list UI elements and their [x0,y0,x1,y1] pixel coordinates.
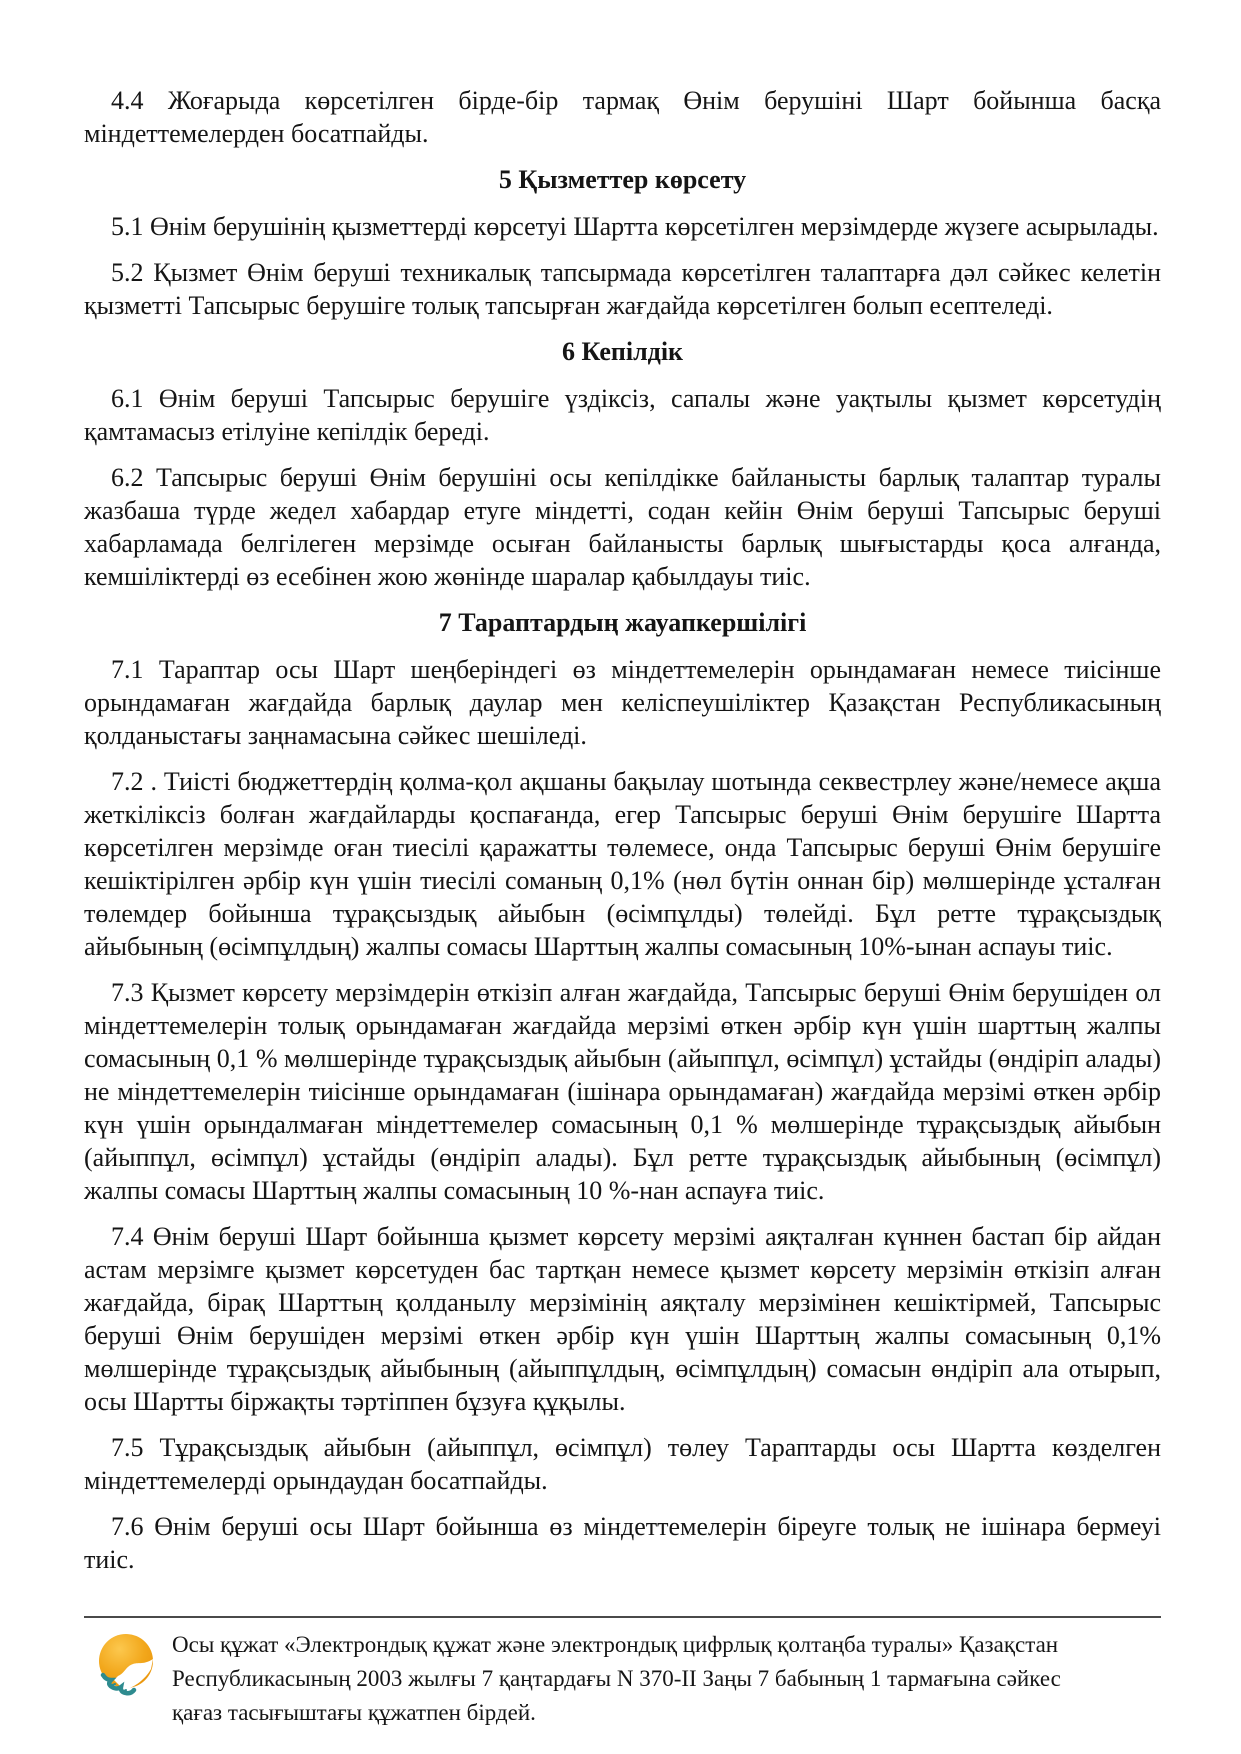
footer-divider [84,1616,1161,1618]
paragraph: 7.6 Өнім беруші осы Шарт бойынша өз міндеттемелерін біреуге толық не ішінара бермеуі тиіс. [84,1512,1161,1574]
footer-note: Осы құжат «Электрондық құжат және электрондық цифрлық қолтаңба туралы» Қазақстан Республикасының 2003 жылғы 7 қаңтардағы N 370-II Заңы 7 бабының 1 тармағына сәйкес қағаз тасығыштағы құжатпен бірдей. [172,1632,1061,1725]
section-heading: 7 Тараптардың жауапкершілігі [438,608,807,637]
esignature-stamp-icon [94,1632,160,1698]
paragraph: 4.4 Жоғарыда көрсетілген бірде-бір тармақ Өнім берушіні Шарт бойынша басқа міндеттемелерден босатпайды. [84,86,1161,148]
document-body [84,84,1161,1589]
paragraph: 6.2 Тапсырыс беруші Өнім берушіні осы кепілдікке байланысты барлық талаптар туралы жазбаша түрде жедел хабардар етуге міндетті, содан кейін Өнім беруші Тапсырыс беруші хабарламада белгілеген мерзімде осыған байланысты барлық шығыстарды қоса алғанда, кемшіліктерді өз есебінен жою жөнінде шаралар қабылдауы тиіс. [84,463,1161,591]
paragraph: 7.4 Өнім беруші Шарт бойынша қызмет көрсету мерзімі аяқталған күннен бастап бір айдан астам мерзімге қызмет көрсетуден бас тартқан немесе қызмет көрсету мерзімін өткізіп алған жағдайда, бірақ Шарттың қолданылу мерзімінің аяқталу мерзімінен кешіктірмей, Тапсырыс беруші Өнім берушіден мерзімі өткен әрбір күн үшін Шарттың жалпы сомасының 0,1% мөлшерінде тұрақсыздық айыбының (айыппұлдың, өсімпұлдың) сомасын өндіріп ала отырып, осы Шартты біржақты тәртіппен бұзуға құқылы. [84,1222,1161,1416]
paragraph: 7.3 Қызмет көрсету мерзімдерін өткізіп алған жағдайда, Тапсырыс беруші Өнім берушіден ол міндеттемелерін толық орындамаған жағдайда мерзімі өткен әрбір күн үшін шарттың жалпы сомасының 0,1 % мөлшерінде тұрақсыздық айыбын (айыппұл, өсімпұл) ұстайды (өндіріп алады) не міндеттемелерін тиісінше орындамаған (ішінара орындамаған) жағдайда мерзімі өткен әрбір күн үшін орындалмаған міндеттемелер сомасының 0,1 % мөлшерінде тұрақсыздық айыбын (айыппұл, өсімпұл) ұстайды (өндіріп алады). Бұл ретте тұрақсыздық айыбының (өсімпұл) жалпы сомасы Шарттың жалпы сомасының 10 %-нан аспауға тиіс. [84,978,1161,1205]
section-heading: 5 Қызметтер көрсету [498,165,747,194]
paragraph: 5.2 Қызмет Өнім беруші техникалық тапсырмада көрсетілген талаптарға дәл сәйкес келетін қызметті Тапсырыс берушіге толық тапсырған жағдайда көрсетілген болып есептеледі. [84,258,1161,320]
paragraph: 7.1 Тараптар осы Шарт шеңберіндегі өз міндеттемелерін орындамаған немесе тиісінше орындамаған жағдайда барлық даулар мен келіспеушіліктер Қазақстан Республикасының қолданыстағы заңнамасына сәйкес шешіледі. [84,655,1161,750]
paragraph: 5.1 Өнім берушінің қызметтерді көрсетуі Шартта көрсетілген мерзімдерде жүзеге асырылады. [111,212,1159,241]
paragraph: 7.5 Тұрақсыздық айыбын (айыппұл, өсімпұл) төлеу Тараптарды осы Шартта көзделген міндеттемелерді орындаудан босатпайды. [84,1433,1161,1495]
paragraph: 6.1 Өнім беруші Тапсырыс берушіге үздіксіз, сапалы және уақтылы қызмет көрсетудің қамтамасыз етілуіне кепілдік береді. [84,384,1161,446]
footer [84,1616,1161,1730]
section-heading: 6 Кепілдік [561,337,684,366]
paragraph: 7.2 . Тиісті бюджеттердің қолма-қол ақшаны бақылау шотында секвестрлеу және/немесе ақша жеткіліксіз болған жағдайларды қоспағанда, егер Тапсырыс беруші Өнім берушіге Шартта көрсетілген мерзімде оған тиесілі қаражатты төлемесе, онда Тапсырыс беруші Өнім берушіге кешіктірілген әрбір күн үшін тиесілі соманың 0,1% (нөл бүтін оннан бір) мөлшерінде ұсталған төлемдер бойынша тұрақсыздық айыбын (өсімпұлды) төлейді. Бұл ретте тұрақсыздық айыбының (өсімпұлдың) жалпы сомасы Шарттың жалпы сомасының 10%-ынан аспауы тиіс. [84,767,1161,961]
